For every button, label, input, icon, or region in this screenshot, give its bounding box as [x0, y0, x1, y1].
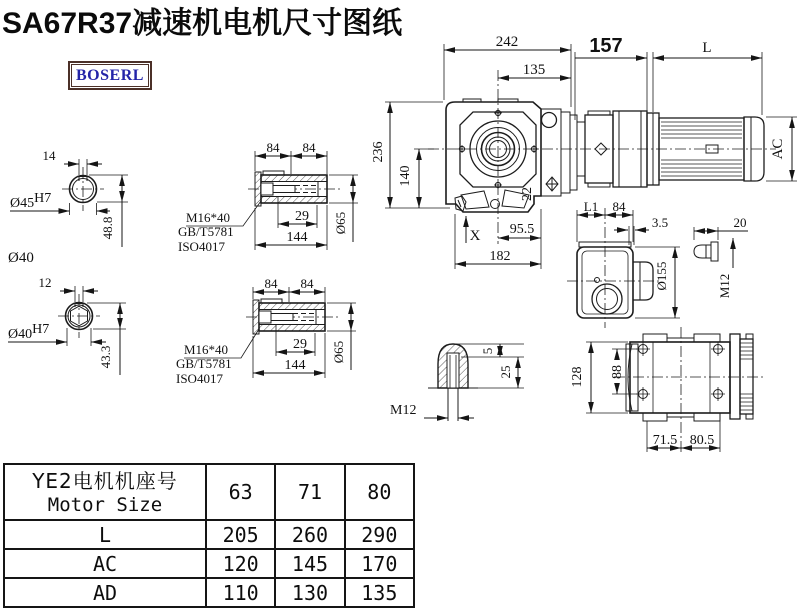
cell: 205 — [206, 520, 275, 549]
dim-242: 242 — [495, 34, 519, 50]
table-col-63: 63 — [206, 464, 275, 520]
dim-3.5: 3.5 — [651, 215, 669, 230]
dim-88: 88 — [610, 365, 625, 379]
label-bolt: M16*40 — [184, 342, 229, 357]
view-gearbox-side — [567, 199, 748, 328]
label-std1: GB/T5781 — [178, 224, 234, 239]
dim-84-a: 84 — [264, 276, 278, 291]
dim-144: 144 — [284, 358, 306, 373]
view-plug-detail — [390, 344, 524, 421]
table-header-en: Motor Size — [47, 493, 163, 516]
label-M12: M12 — [390, 403, 417, 418]
dim-84-b: 84 — [300, 276, 314, 291]
table-header-row — [4, 464, 414, 520]
label-x-mark: X — [469, 228, 481, 244]
dim-84-b: 84 — [302, 140, 316, 155]
view-shaft-section-45 — [8, 148, 128, 266]
cell: 170 — [345, 549, 414, 578]
dim-84: 84 — [612, 199, 626, 214]
dim-71.5: 71.5 — [652, 433, 678, 448]
dim-dia-45H7: Ø45H7 — [10, 191, 52, 211]
cell: 110 — [206, 578, 275, 607]
table-row-AC — [4, 549, 414, 578]
view-motor-side — [575, 35, 797, 187]
dim-29: 29 — [293, 337, 307, 352]
dim-key-width-12: 12 — [38, 275, 52, 290]
dim-20: 20 — [733, 215, 747, 230]
label-std2: ISO4017 — [176, 371, 223, 386]
table-header-cn: YE2电机机座号 — [32, 468, 178, 493]
view-gearbox-front — [371, 34, 776, 269]
dim-80.5: 80.5 — [689, 433, 715, 448]
dim-95.5: 95.5 — [509, 222, 535, 237]
label-dia-40: Ø40 — [8, 250, 34, 266]
dim-135: 135 — [522, 62, 546, 78]
row-label: L — [4, 520, 206, 549]
label-std2: ISO4017 — [178, 239, 225, 254]
dim-25: 25 — [498, 365, 513, 379]
table-row-AD — [4, 578, 414, 607]
brand-logo-text: BOSERL — [71, 64, 149, 87]
dim-height-48.8: 48.8 — [100, 216, 115, 240]
cell: 290 — [345, 520, 414, 549]
dim-L: L — [702, 40, 712, 56]
table-col-71: 71 — [275, 464, 344, 520]
dim-140: 140 — [398, 165, 413, 187]
view-bushing-bottom — [176, 276, 356, 386]
page-title: SA67R37减速机电机尺寸图纸 — [2, 7, 403, 40]
label-std1: GB/T5781 — [176, 356, 232, 371]
cell: 145 — [275, 549, 344, 578]
dim-84-a: 84 — [266, 140, 280, 155]
mount-bolt-holes — [636, 342, 725, 401]
dim-height-43.3: 43.3 — [98, 345, 113, 369]
dim-22: 22 — [520, 187, 535, 201]
dim-dia-155: Ø155 — [654, 261, 669, 291]
dim-M12-stud: M12 — [717, 273, 732, 299]
row-label: AC — [4, 549, 206, 578]
dim-dia-65: Ø65 — [331, 340, 346, 364]
cell: 120 — [206, 549, 275, 578]
dim-dia-40H7: Ø40H7 — [8, 322, 50, 342]
cell: 260 — [275, 520, 344, 549]
dim-dia-65: Ø65 — [333, 211, 348, 235]
table-row-L — [4, 520, 414, 549]
dim-128: 128 — [570, 366, 585, 388]
row-label: AD — [4, 578, 206, 607]
table-col-80: 80 — [345, 464, 414, 520]
dim-L1: L1 — [583, 199, 599, 214]
table-header-label — [4, 464, 206, 520]
view-bushing-top — [178, 140, 358, 254]
dim-236: 236 — [371, 141, 386, 163]
label-bolt: M16*40 — [186, 210, 231, 225]
dim-key-width-14: 14 — [42, 148, 56, 163]
dim-29: 29 — [295, 209, 309, 224]
view-gearbox-bottom — [570, 327, 764, 455]
dim-182: 182 — [489, 249, 511, 264]
cell: 130 — [275, 578, 344, 607]
cell: 135 — [345, 578, 414, 607]
dim-157: 157 — [589, 35, 623, 57]
motor-size-table — [3, 463, 415, 608]
dim-5: 5 — [480, 347, 495, 355]
dim-AC: AC — [770, 138, 786, 160]
dim-144: 144 — [286, 230, 308, 245]
view-shaft-section-40 — [8, 275, 126, 375]
